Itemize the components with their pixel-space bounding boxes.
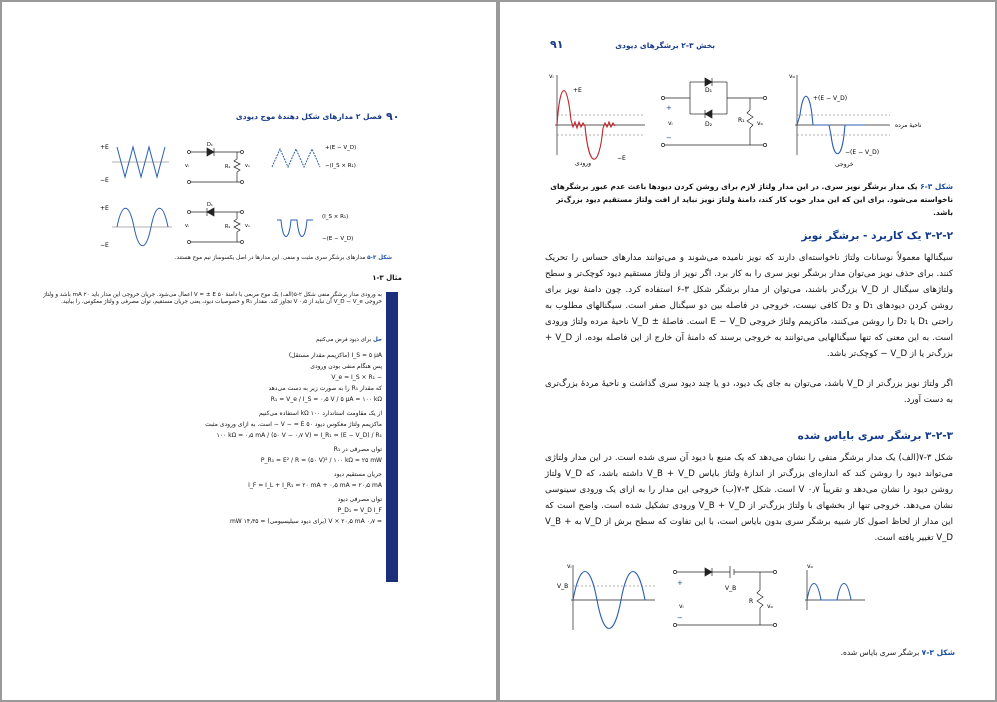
step-line: P_R₁ = E² / R = (۵۰ V)² / ۱۰۰ kΩ = ۲۵ mW — [260, 457, 382, 464]
circuit-schematic — [661, 78, 766, 147]
label-vo: vₒ — [245, 223, 251, 229]
page-number: ۹۱ — [550, 38, 564, 51]
label-r1: R₁ — [225, 164, 231, 170]
circuit-schematic — [188, 208, 244, 244]
label-vo: vₒ — [245, 163, 251, 169]
label-vo: vₒ — [767, 603, 774, 610]
label-minus-e: −E — [617, 155, 626, 162]
left-page — [2, 2, 496, 700]
step-line: − V_e = I_S × R₁ — [331, 374, 382, 381]
label-vo: vₒ — [789, 73, 796, 80]
figure-caption — [545, 648, 955, 657]
section-heading: ۳-۲-۳ برشگر سری بایاس شده — [797, 430, 953, 442]
running-header: فصل ۲ مدارهای شکل دهندهٔ موج دیودی — [235, 112, 382, 121]
label-d1: D₁ — [207, 202, 213, 208]
step-line: ماکزیمم ولتاژ معکوس دیود ۵۰ V − = E − است. به ازای ورودی مثبت — [205, 421, 382, 428]
label-plus-e: +E — [100, 205, 109, 212]
section-paragraph: شکل ۳-۷(الف) یک مدار برشگر منفی را نشان می‌دهد که یک منبع با دیود آن سری شده است. در این مدار ولتاژی می‌تواند دیود را روشن کند که اندازه‌ای بزرگ‌تر از اندازهٔ ولتاژ بایاس V_B + V_D داشته باشد، که V_D ولتاژ روشن دیود را نشان می‌دهد و تقریباً ۰٫۷ V است. شکل ۳-۷(ب) خروجی این مدار را به ازای یک ورودی سینوسی نشان می‌دهد. خروجی تنها از بخشهای با ولتاژ بزرگ‌تر از V_B + V_D ورودی تشکیل شده است. واضح است که این مدار از لحاظ اصول کار شبیه برشگر سری بدون بایاس است، با این تفاوت که سطح برش از V_D به V_B + V_D تغییر یافته است. — [545, 453, 954, 543]
label-r1: R₁ — [738, 117, 745, 124]
step-line: جریان مستقیم دیود — [333, 471, 382, 478]
label-d1: D₁ — [207, 142, 213, 148]
label-r: R — [749, 598, 754, 605]
solution-steps — [62, 352, 382, 526]
page-number: ۹۰ — [386, 110, 400, 123]
step-line: I_F = I_L + I_R₁ = ۲۰ mA + ۰٫۵ mA = ۲۰٫۵ mA — [248, 482, 382, 489]
step-line: R₁ = V_e / I_S = ۰٫۵ V / ۵ μA = ۱۰۰ kΩ — [270, 396, 382, 403]
figure-caption — [42, 255, 392, 262]
label-minus-e-minus-vd: −(E − V_D) — [845, 149, 880, 156]
label-minus: − — [666, 134, 672, 142]
label-minus: − — [677, 614, 683, 622]
solution-label: حل — [372, 337, 382, 343]
label-d2: D₂ — [705, 121, 713, 128]
step-line: پس هنگام منفی بودن ورودی — [310, 363, 382, 370]
example-title: مثال ۳-۱ — [372, 274, 402, 282]
biased-clipper-figure — [555, 560, 875, 640]
step-line: که مقدار R₁ را به صورت زیر به دست می‌دهد — [268, 385, 382, 392]
label-vi: vᵢ — [549, 73, 554, 80]
label-vi: vᵢ — [185, 223, 189, 229]
label-minus-e: −E — [100, 242, 109, 249]
right-page — [500, 2, 995, 700]
label-vi: vᵢ — [185, 163, 189, 169]
running-header: بخش ۳-۲ برشگرهای دیودی — [615, 41, 715, 50]
caption-text: برشگر سری بایاس شده. — [840, 648, 920, 657]
label-vi: vᵢ — [668, 120, 673, 127]
label-plus-e: +E — [100, 144, 109, 151]
label-vo: vₒ — [807, 563, 814, 570]
output-clipped-wave — [272, 149, 320, 167]
step-line: = ۰٫۷ V × ۲۰٫۵ mA (برای دیود سیلیسیومی) = ۱۴٫۳۵ mW — [229, 518, 382, 525]
label-plus: + — [677, 579, 683, 587]
figure-caption — [545, 180, 953, 219]
clipper-figure-top — [97, 137, 397, 192]
label-input: ورودی — [575, 160, 592, 167]
step-line: I_R₁ = (E − V_D) / R₁ = (۵۰ V − ۰٫۷ V) / ۱۰۰ kΩ = ۰٫۵ mA — [216, 432, 382, 439]
caption-label: شکل ۳-۵ — [367, 255, 392, 261]
caption-label: شکل ۳-۶ — [920, 182, 953, 191]
output-label-top: +(E − V_D) — [325, 145, 357, 151]
example-body: به ورودی مدار برشگر منفی شکل ۲-۵(الف) یک موج مربعی با دامنهٔ ۵۰ V = ± E اعمال می‌شود. جریان خروجی این مدار باید ۲۰ mA باشد و ولتاژ خروجی V_D − V_e آن نباید از ۰٫۵ V تجاوز کند. مقدار R₁ و خصوصیات دیود، یعنی جریان مستقیم، توان مصرفی و ولتاژ معکوس، را بیابید. — [43, 292, 382, 306]
output-label-bottom: −(E − V_D) — [322, 236, 354, 242]
label-output: خروجی — [835, 161, 854, 168]
label-vb: V_B — [725, 585, 737, 592]
example-sidebar — [386, 292, 398, 582]
caption-label: شکل ۳-۷ — [921, 648, 955, 657]
step-line: P_D₁ = V_D I_F — [337, 507, 382, 514]
step-line: توان مصرفی در R₁ — [333, 446, 382, 453]
step-line: I_S = ۵ μA (ماکزیمم مقدار مستقل) — [288, 352, 382, 359]
label-d1: D₁ — [705, 87, 713, 94]
section-paragraph: اگر ولتاژ نویز بزرگ‌تر از V_D باشد، می‌توان به جای یک دیود، دو یا چند دیود سری گذاشت و ناحیهٔ مردهٔ بزرگ‌تری به دست آورد. — [545, 379, 953, 405]
solution-line — [202, 337, 382, 344]
step-line: از یک مقاومت استاندارد ۱۰۰ kΩ استفاده می‌کنیم — [258, 410, 382, 417]
solution-intro: برای دیود فرض می‌کنیم — [315, 337, 372, 343]
label-r1: R₁ — [225, 224, 231, 230]
circuit-schematic — [673, 566, 776, 627]
label-plus: + — [666, 104, 672, 112]
section-heading: ۳-۲-۲ یک کاربرد - برشگر نویز — [801, 230, 953, 242]
output-label-top: (I_S × R₁) — [322, 214, 349, 220]
label-minus-e: −E — [100, 177, 109, 184]
label-plus-e-minus-vd: +(E − V_D) — [813, 95, 848, 102]
step-line: توان مصرفی دیود — [337, 496, 382, 503]
label-plus-e: +E — [573, 87, 582, 94]
label-vi: vᵢ — [679, 603, 684, 610]
section-paragraph: سیگنالها معمولاً نوسانات ولتاژ ناخواسته‌ای دارند که نویز نامیده می‌شوند و می‌توانند مدارهای حساس را تحریک کنند. برای حذف نویز می‌توان مدار برشگر نویز سری را به کار برد. اگر نویز از ولتاژ مستقیم دیود کوچک‌تر و سطح ولتاژهای سیگنال از V_D بزرگ‌تر باشند، می‌توان از مدار برشگر شکل ۳-۶ استفاده کرد. چون دامنهٔ نویز برای روشن کردن دیودهای D₁ و D₂ کافی نیست، خروجی در فاصله بین دو سیگنال صفر است. سیگنالهای مطلوب به راحتی D₁ یا D₂ را روشن می‌کنند، ماکزیمم ولتاژ خروجی E − V_D است. فاصلهٔ ± V_D ناحیهٔ مرده ولتاژ ورودی است. به این معنی که تنها سیگنالهایی می‌توانند به خروجی برسند که دامنهٔ آن خارج از این فاصله بوده، از V_D + بزرگ‌تر یا از V_D − کوچک‌تر باشد. — [545, 253, 953, 359]
label-vi: vᵢ — [567, 563, 572, 570]
label-vo: vₒ — [757, 120, 764, 127]
output-label-bottom: −(I_S × R₁) — [325, 163, 356, 169]
caption-text: یک مدار برشگر نویز سری. در این مدار ولتاژ لازم برای روشن کردن دیودها باعث عدم عبور برشگرهای ناخواسته می‌شود. برای این که این مدار خوب کار کند، دامنهٔ ولتاژ نویز نباید از افت ولتاژ مستقیم دیود بزرگ‌تر باشد. — [550, 182, 953, 217]
label-dead-zone: ناحیهٔ مرده — [895, 122, 922, 129]
output-clipped-wave — [807, 584, 851, 601]
noise-clipper-figure — [545, 70, 945, 175]
output-clipped-wave — [277, 220, 313, 237]
circuit-schematic — [188, 148, 244, 184]
clipper-figure-bottom — [97, 202, 397, 252]
label-vb: V_B — [557, 583, 569, 590]
caption-text: مدارهای برشگر سری مثبت و منفی. این مدارها در اصل یکسوساز نیم موج هستند. — [174, 255, 366, 261]
